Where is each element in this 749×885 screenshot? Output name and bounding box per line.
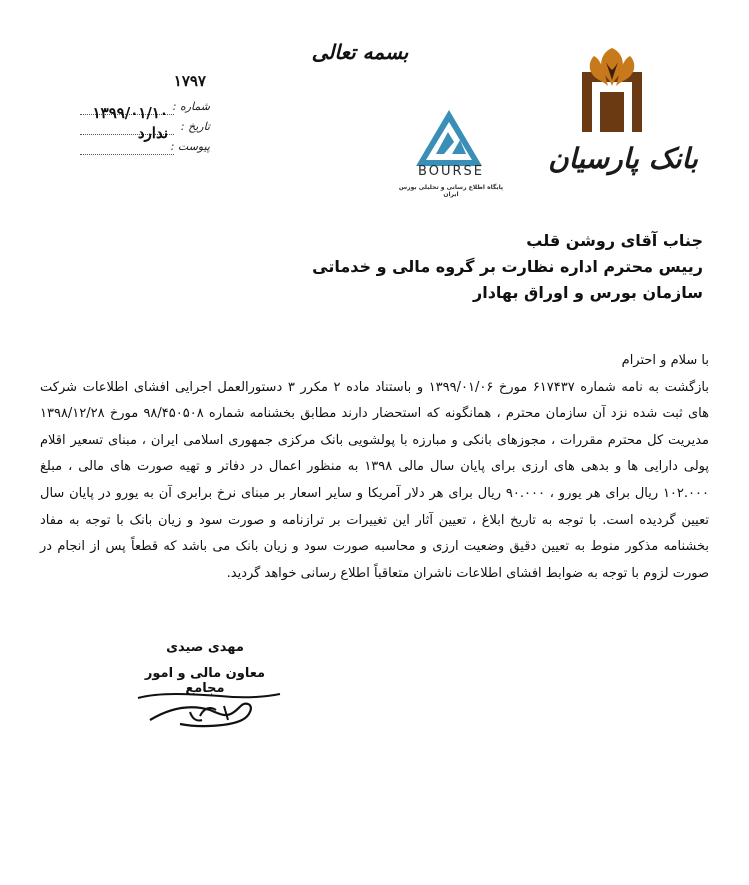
number-label: شماره : bbox=[172, 100, 210, 113]
attachment-value: ندارد bbox=[137, 124, 168, 142]
addressee-block bbox=[143, 228, 703, 306]
addressee-organization: سازمان بورس و اوراق بهادار bbox=[473, 283, 703, 302]
signatory-title: معاون مالی و امور مجامع bbox=[144, 666, 266, 696]
addressee-position: رییس محترم اداره نظارت بر گروه مالی و خدماتی bbox=[312, 257, 703, 276]
bourse-logo bbox=[392, 100, 510, 210]
signature-block bbox=[130, 640, 330, 740]
signatory-name: مهدی صیدی bbox=[166, 640, 244, 655]
bank-name: بانک پارسیان bbox=[548, 142, 698, 175]
handwritten-signature bbox=[130, 658, 290, 738]
basmala-heading: بسمه تعالی bbox=[311, 40, 409, 64]
letter-meta bbox=[80, 72, 210, 174]
attachment-label: پیوست : bbox=[170, 140, 210, 153]
bourse-triangle-icon bbox=[414, 108, 484, 168]
bank-emblem-icon bbox=[580, 44, 644, 134]
body-paragraph: بازگشت به نامه شماره ۶۱۷۴۳۷ مورخ ۱۳۹۹/۰۱/۰۶ و باستناد ماده ۲ مکرر ۳ دستورالعمل اجرایی افشای اطلاعات شرکت های ثبت شده نزد آن سازمان محترم ، همانگونه که استحضار دارند مطابق بخشنامه شماره ۹۸/۴۵۰۵۰۸ مورخ ۱۳۹۸/۱۲/۲۸ مدیریت کل محترم مقررات ، مجوزهای بانکی و مبارزه با پولشویی بانک مرکزی جمهوری اسلامی ایران ، مبنای تسعیر اقلام پولی دارایی ها و بدهی های ارزی برای پایان سال مالی ۱۳۹۸ به منظور اعمال در دفاتر و تهیه صورت های مالی ، مبلغ ۱۰۲.۰۰۰ ریال برای هر یورو ، ۹۰.۰۰۰ ریال برای هر دلار آمریکا و سایر اسعار بر مبنای نرخ برابری آن به یورو در پایان سال تعیین گردیده است. با توجه به تاریخ ابلاغ ، تعیین آثار این تغییرات بر ترازنامه و صورت سود و زیان بانک با توجه به مفاد بخشنامه مذکور منوط به تعیین دقیق وضعیت ارزی و محاسبه صورت سود و زیان بانک می باشد که قطعاً پس از انجام در صورت لزوم با توجه به ضوابط افشای اطلاعات ناشران متعاقباً اطلاع رسانی خواهد گردید. bbox=[40, 379, 709, 581]
attachment-dots bbox=[80, 154, 174, 155]
bank-parsian-logo bbox=[538, 44, 708, 184]
letter-body bbox=[40, 348, 709, 587]
addressee-name: جناب آقای روشن قلب bbox=[526, 231, 703, 250]
date-label: تاریخ : bbox=[180, 120, 210, 133]
letter-date: ۱۳۹۹/۰۱/۱۰ bbox=[92, 104, 168, 122]
bourse-wordmark: BOURSE bbox=[418, 164, 484, 179]
bourse-subtitle: پایگاه اطلاع رسانی و تحلیلی بورس ایران bbox=[398, 184, 504, 198]
greeting: با سلام و احترام bbox=[621, 353, 709, 368]
letter-number: ۱۷۹۷ bbox=[173, 72, 206, 90]
